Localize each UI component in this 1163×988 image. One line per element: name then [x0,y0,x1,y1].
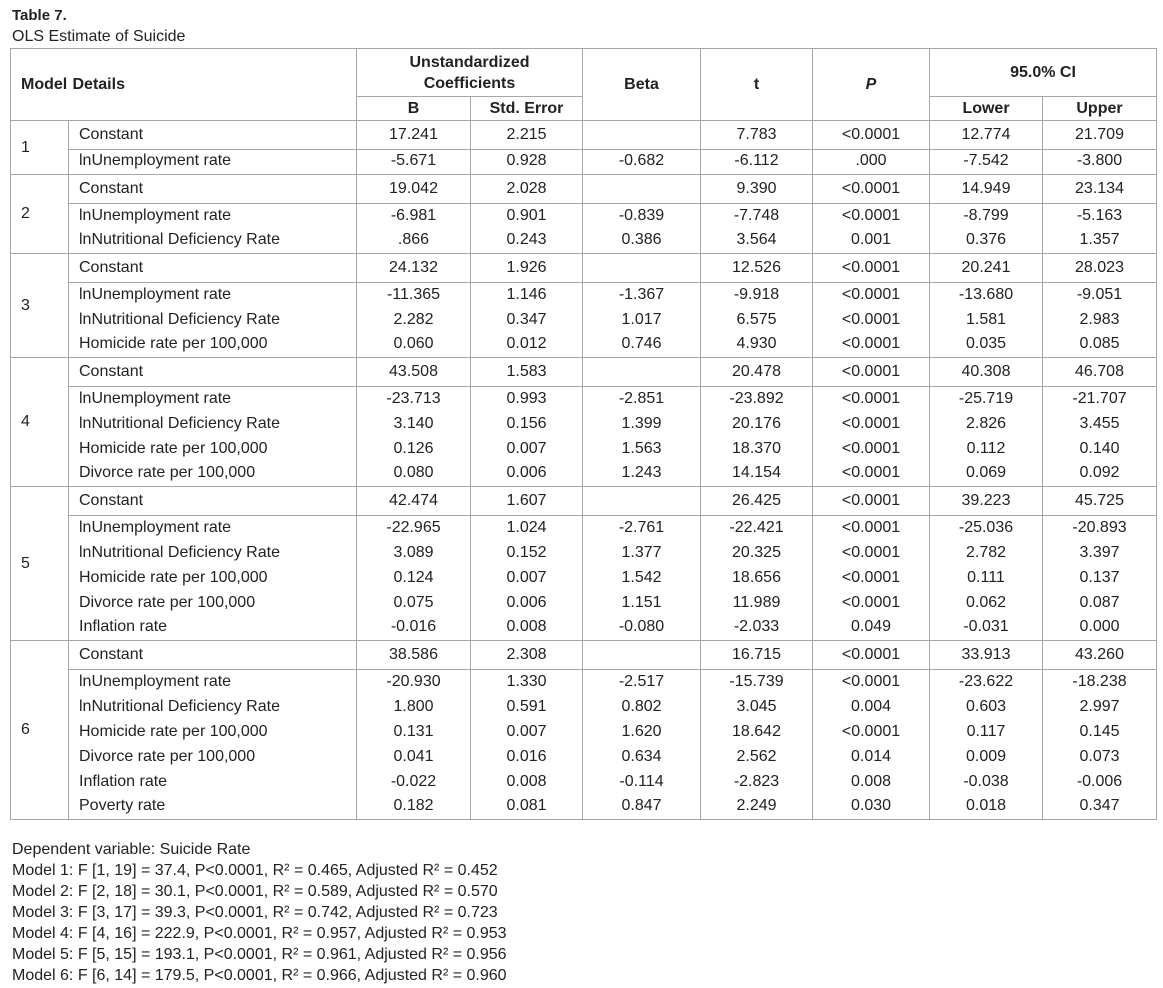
upper-cell: 0.087 [1043,591,1157,616]
b-cell: 0.041 [357,745,471,770]
t-cell: -7.748 [701,204,813,229]
std-error-cell: 2.028 [471,175,583,204]
upper-cell: 0.137 [1043,566,1157,591]
table-row [11,695,1157,720]
note-model-5: Model 5: F [5, 15] = 193.1, P<0.0001, R² = 0.961, Adjusted R² = 0.956 [12,946,507,963]
p-cell: <0.0001 [813,412,930,437]
std-error-cell: 0.081 [471,795,583,820]
t-cell: 20.478 [701,358,813,387]
b-cell: -20.930 [357,670,471,695]
beta-cell [583,175,701,204]
b-cell: 38.586 [357,641,471,670]
lower-cell: -0.038 [930,770,1043,795]
lower-cell: 0.603 [930,695,1043,720]
table-subtitle: OLS Estimate of Suicide [12,28,186,45]
std-error-cell: 0.006 [471,462,583,487]
lower-cell: 0.069 [930,462,1043,487]
detail-cell: Inflation rate [69,770,357,795]
p-cell: <0.0001 [813,175,930,204]
model-number-cell: 2 [11,175,69,254]
t-cell: 6.575 [701,308,813,333]
b-cell: -23.713 [357,387,471,412]
std-error-cell: 0.156 [471,412,583,437]
b-cell: 0.080 [357,462,471,487]
beta-cell: 1.542 [583,566,701,591]
detail-cell: Constant [69,121,357,150]
lower-cell: 40.308 [930,358,1043,387]
b-cell: 0.075 [357,591,471,616]
std-error-cell: 0.901 [471,204,583,229]
p-cell: <0.0001 [813,283,930,308]
detail-cell: Homicide rate per 100,000 [69,566,357,591]
lower-cell: -7.542 [930,150,1043,175]
lower-cell: 33.913 [930,641,1043,670]
detail-cell: Constant [69,358,357,387]
lower-cell: 20.241 [930,254,1043,283]
b-cell: 42.474 [357,487,471,516]
std-error-cell: 0.007 [471,720,583,745]
beta-cell: -0.080 [583,616,701,641]
p-cell: 0.008 [813,770,930,795]
t-cell: 4.930 [701,333,813,358]
table-row [11,566,1157,591]
detail-cell: lnUnemployment rate [69,670,357,695]
beta-cell: 1.243 [583,462,701,487]
table-row [11,670,1157,695]
header-details: Details [69,49,357,121]
p-cell: 0.049 [813,616,930,641]
upper-cell: 0.347 [1043,795,1157,820]
upper-cell: 43.260 [1043,641,1157,670]
p-cell: <0.0001 [813,437,930,462]
b-cell: 0.182 [357,795,471,820]
upper-cell: 46.708 [1043,358,1157,387]
beta-cell [583,487,701,516]
std-error-cell: 1.330 [471,670,583,695]
lower-cell: 0.117 [930,720,1043,745]
t-cell: 7.783 [701,121,813,150]
t-cell: -6.112 [701,150,813,175]
lower-cell: -25.036 [930,516,1043,541]
lower-cell: -23.622 [930,670,1043,695]
table-row [11,121,1157,150]
beta-cell: -2.851 [583,387,701,412]
upper-cell: 3.455 [1043,412,1157,437]
table-body [11,121,1157,820]
std-error-cell: 0.347 [471,308,583,333]
std-error-cell: 0.152 [471,541,583,566]
t-cell: 18.370 [701,437,813,462]
std-error-cell: 0.993 [471,387,583,412]
b-cell: -6.981 [357,204,471,229]
p-cell: <0.0001 [813,670,930,695]
beta-cell: -2.761 [583,516,701,541]
detail-cell: lnNutritional Deficiency Rate [69,695,357,720]
std-error-cell: 0.591 [471,695,583,720]
lower-cell: -0.031 [930,616,1043,641]
std-error-cell: 1.607 [471,487,583,516]
table-row [11,616,1157,641]
upper-cell: 0.000 [1043,616,1157,641]
beta-cell: 1.151 [583,591,701,616]
beta-cell: 0.634 [583,745,701,770]
table-row [11,591,1157,616]
detail-cell: Homicide rate per 100,000 [69,720,357,745]
t-cell: 2.562 [701,745,813,770]
t-cell: 26.425 [701,487,813,516]
header-unstandardized: Unstandardized Coefficients [357,49,583,97]
beta-cell: 1.377 [583,541,701,566]
upper-cell: 0.073 [1043,745,1157,770]
detail-cell: lnNutritional Deficiency Rate [69,229,357,254]
p-cell: 0.014 [813,745,930,770]
table-row [11,795,1157,820]
b-cell: .866 [357,229,471,254]
upper-cell: -9.051 [1043,283,1157,308]
lower-cell: 0.018 [930,795,1043,820]
model-number-cell: 3 [11,254,69,358]
std-error-cell: 1.926 [471,254,583,283]
std-error-cell: 2.215 [471,121,583,150]
model-number-cell: 5 [11,487,69,641]
header-model: Model [11,49,69,121]
t-cell: -23.892 [701,387,813,412]
t-cell: 9.390 [701,175,813,204]
beta-cell: 0.847 [583,795,701,820]
table-title: Table 7. [12,7,67,24]
t-cell: 18.642 [701,720,813,745]
lower-cell: 0.112 [930,437,1043,462]
b-cell: 24.132 [357,254,471,283]
std-error-cell: 0.007 [471,437,583,462]
header-p: P [813,49,930,121]
t-cell: 11.989 [701,591,813,616]
upper-cell: 45.725 [1043,487,1157,516]
t-cell: -2.033 [701,616,813,641]
std-error-cell: 0.006 [471,591,583,616]
std-error-cell: 2.308 [471,641,583,670]
detail-cell: Constant [69,641,357,670]
beta-cell: 1.399 [583,412,701,437]
beta-cell: -2.517 [583,670,701,695]
table-row [11,770,1157,795]
b-cell: -0.022 [357,770,471,795]
model-number-cell: 1 [11,121,69,175]
upper-cell: -3.800 [1043,150,1157,175]
table-row [11,745,1157,770]
b-cell: -5.671 [357,150,471,175]
p-cell: <0.0001 [813,462,930,487]
detail-cell: lnNutritional Deficiency Rate [69,308,357,333]
header-std-error: Std. Error [471,97,583,121]
detail-cell: Divorce rate per 100,000 [69,591,357,616]
upper-cell: -20.893 [1043,516,1157,541]
detail-cell: Constant [69,487,357,516]
lower-cell: 2.826 [930,412,1043,437]
beta-cell: 1.620 [583,720,701,745]
table-row [11,308,1157,333]
note-model-4: Model 4: F [4, 16] = 222.9, P<0.0001, R² = 0.957, Adjusted R² = 0.953 [12,925,507,942]
lower-cell: 0.035 [930,333,1043,358]
header-upper: Upper [1043,97,1157,121]
note-model-3: Model 3: F [3, 17] = 39.3, P<0.0001, R² = 0.742, Adjusted R² = 0.723 [12,904,498,921]
upper-cell: 21.709 [1043,121,1157,150]
b-cell: 43.508 [357,358,471,387]
lower-cell: 1.581 [930,308,1043,333]
p-cell: <0.0001 [813,541,930,566]
header-lower: Lower [930,97,1043,121]
beta-cell: -0.839 [583,204,701,229]
t-cell: 18.656 [701,566,813,591]
b-cell: 3.089 [357,541,471,566]
ols-table [10,48,1157,820]
p-cell: <0.0001 [813,591,930,616]
detail-cell: lnUnemployment rate [69,387,357,412]
header-t: t [701,49,813,121]
detail-cell: Divorce rate per 100,000 [69,745,357,770]
note-model-2: Model 2: F [2, 18] = 30.1, P<0.0001, R² = 0.589, Adjusted R² = 0.570 [12,883,498,900]
upper-cell: -21.707 [1043,387,1157,412]
p-cell: 0.001 [813,229,930,254]
t-cell: -2.823 [701,770,813,795]
detail-cell: lnUnemployment rate [69,283,357,308]
table-row [11,387,1157,412]
b-cell: 0.060 [357,333,471,358]
b-cell: -22.965 [357,516,471,541]
lower-cell: 14.949 [930,175,1043,204]
upper-cell: 0.140 [1043,437,1157,462]
beta-cell [583,358,701,387]
note-model-1: Model 1: F [1, 19] = 37.4, P<0.0001, R² = 0.465, Adjusted R² = 0.452 [12,862,498,879]
p-cell: 0.004 [813,695,930,720]
detail-cell: lnNutritional Deficiency Rate [69,412,357,437]
table-row [11,229,1157,254]
detail-cell: Inflation rate [69,616,357,641]
b-cell: 3.140 [357,412,471,437]
p-cell: <0.0001 [813,358,930,387]
p-cell: <0.0001 [813,121,930,150]
table-row [11,283,1157,308]
b-cell: 0.124 [357,566,471,591]
std-error-cell: 0.928 [471,150,583,175]
table-row [11,412,1157,437]
upper-cell: 2.997 [1043,695,1157,720]
note-dependent-variable: Dependent variable: Suicide Rate [12,841,251,858]
lower-cell: -25.719 [930,387,1043,412]
model-number-cell: 6 [11,641,69,820]
beta-cell [583,254,701,283]
t-cell: 20.325 [701,541,813,566]
p-cell: <0.0001 [813,720,930,745]
b-cell: 2.282 [357,308,471,333]
beta-cell: 0.746 [583,333,701,358]
t-cell: 12.526 [701,254,813,283]
beta-cell: -0.114 [583,770,701,795]
table-row [11,462,1157,487]
p-cell: <0.0001 [813,204,930,229]
table-row [11,175,1157,204]
header-b: B [357,97,471,121]
detail-cell: lnUnemployment rate [69,516,357,541]
upper-cell: 0.085 [1043,333,1157,358]
lower-cell: 39.223 [930,487,1043,516]
std-error-cell: 0.016 [471,745,583,770]
lower-cell: 0.009 [930,745,1043,770]
t-cell: 20.176 [701,412,813,437]
p-cell: <0.0001 [813,387,930,412]
table-row [11,358,1157,387]
upper-cell: 2.983 [1043,308,1157,333]
table-row [11,720,1157,745]
detail-cell: Homicide rate per 100,000 [69,437,357,462]
std-error-cell: 1.146 [471,283,583,308]
upper-cell: -18.238 [1043,670,1157,695]
header-beta: Beta [583,49,701,121]
b-cell: -11.365 [357,283,471,308]
table-row [11,333,1157,358]
table-row [11,641,1157,670]
table-notes [12,839,507,986]
t-cell: 16.715 [701,641,813,670]
p-cell: <0.0001 [813,566,930,591]
std-error-cell: 0.007 [471,566,583,591]
upper-cell: 23.134 [1043,175,1157,204]
p-cell: <0.0001 [813,641,930,670]
detail-cell: Constant [69,175,357,204]
t-cell: 14.154 [701,462,813,487]
upper-cell: -0.006 [1043,770,1157,795]
lower-cell: 0.062 [930,591,1043,616]
b-cell: 0.131 [357,720,471,745]
p-cell: <0.0001 [813,254,930,283]
detail-cell: lnUnemployment rate [69,204,357,229]
b-cell: 1.800 [357,695,471,720]
beta-cell: -0.682 [583,150,701,175]
detail-cell: lnNutritional Deficiency Rate [69,541,357,566]
p-cell: .000 [813,150,930,175]
std-error-cell: 0.243 [471,229,583,254]
header-ci: 95.0% CI [930,49,1157,97]
t-cell: -22.421 [701,516,813,541]
p-cell: <0.0001 [813,487,930,516]
lower-cell: 0.376 [930,229,1043,254]
detail-cell: Homicide rate per 100,000 [69,333,357,358]
upper-cell: -5.163 [1043,204,1157,229]
model-number-cell: 4 [11,358,69,487]
beta-cell: 1.017 [583,308,701,333]
std-error-cell: 0.012 [471,333,583,358]
table-row [11,541,1157,566]
table-row [11,150,1157,175]
lower-cell: -8.799 [930,204,1043,229]
b-cell: 19.042 [357,175,471,204]
detail-cell: Divorce rate per 100,000 [69,462,357,487]
table-row [11,254,1157,283]
beta-cell [583,121,701,150]
header-row-1 [11,49,1157,97]
b-cell: 0.126 [357,437,471,462]
b-cell: 17.241 [357,121,471,150]
std-error-cell: 0.008 [471,770,583,795]
p-cell: <0.0001 [813,516,930,541]
note-model-6: Model 6: F [6, 14] = 179.5, P<0.0001, R² = 0.966, Adjusted R² = 0.960 [12,967,507,984]
t-cell: 2.249 [701,795,813,820]
upper-cell: 0.145 [1043,720,1157,745]
std-error-cell: 0.008 [471,616,583,641]
lower-cell: 2.782 [930,541,1043,566]
table-row [11,487,1157,516]
table-row [11,437,1157,462]
p-cell: <0.0001 [813,308,930,333]
std-error-cell: 1.583 [471,358,583,387]
b-cell: -0.016 [357,616,471,641]
detail-cell: lnUnemployment rate [69,150,357,175]
beta-cell: -1.367 [583,283,701,308]
upper-cell: 1.357 [1043,229,1157,254]
table-row [11,516,1157,541]
t-cell: 3.045 [701,695,813,720]
table-row [11,204,1157,229]
lower-cell: 0.111 [930,566,1043,591]
lower-cell: 12.774 [930,121,1043,150]
detail-cell: Poverty rate [69,795,357,820]
beta-cell [583,641,701,670]
upper-cell: 3.397 [1043,541,1157,566]
upper-cell: 0.092 [1043,462,1157,487]
t-cell: 3.564 [701,229,813,254]
p-cell: 0.030 [813,795,930,820]
beta-cell: 0.802 [583,695,701,720]
beta-cell: 0.386 [583,229,701,254]
p-cell: <0.0001 [813,333,930,358]
upper-cell: 28.023 [1043,254,1157,283]
t-cell: -9.918 [701,283,813,308]
lower-cell: -13.680 [930,283,1043,308]
detail-cell: Constant [69,254,357,283]
beta-cell: 1.563 [583,437,701,462]
t-cell: -15.739 [701,670,813,695]
std-error-cell: 1.024 [471,516,583,541]
